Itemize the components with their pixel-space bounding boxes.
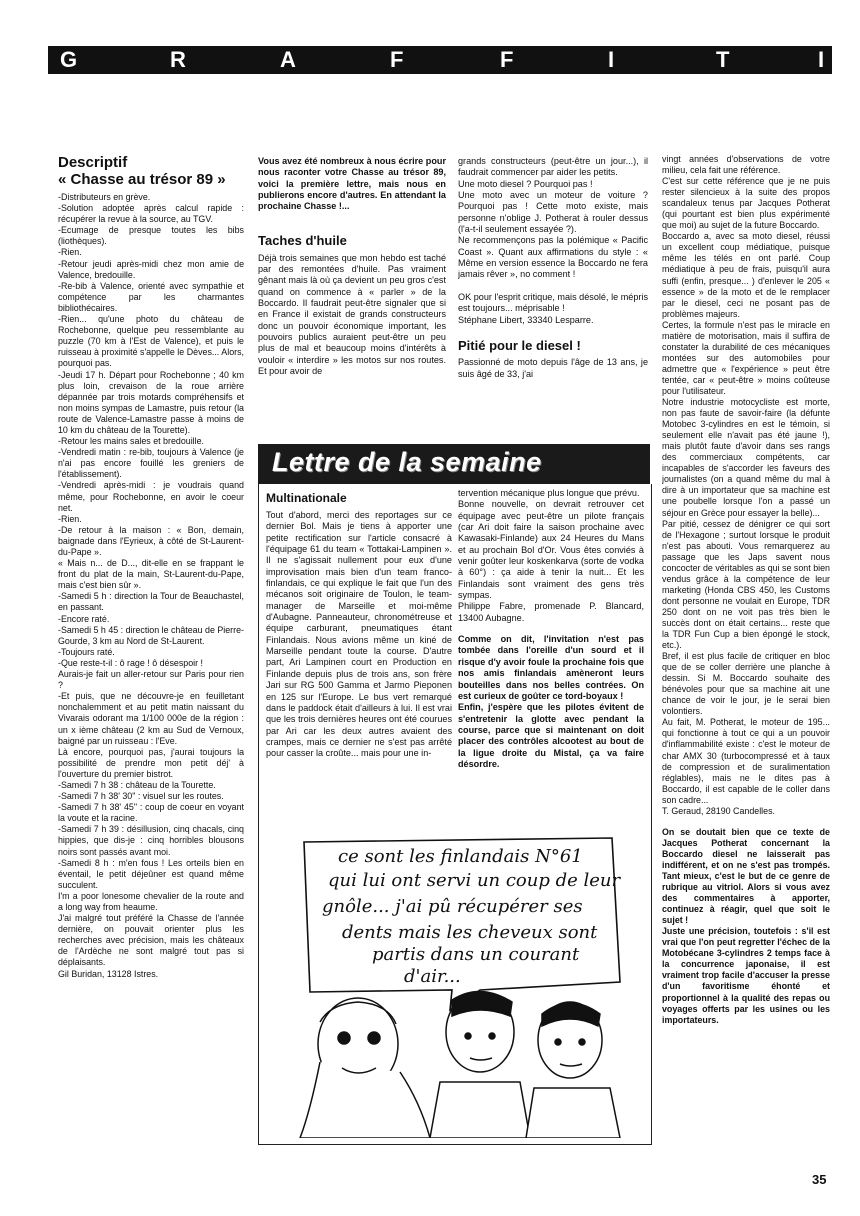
article-title: Taches d'huile [258, 232, 347, 248]
letter-title: Multinationale [266, 491, 347, 505]
article-body: Déjà trois semaines que mon hebdo est taché par des remontées d'huile. Pas vraiment gênant mais là où ça devient un peu gros c'est quand on commence à « parler » de la Boccardo. Il faudrait peut-être signaler que si en France il existait de grands constructeurs donc un pouvoir économique important, les pouvoirs publics auraient peut-être un peu plus de mal et beaucoup moins d'intérêts à vouloir « interdire » les motos sur nos routes. Et pour avoir de [258, 252, 446, 377]
article-pitie-diesel-continued [662, 154, 830, 1184]
banner-letter: G [60, 47, 78, 72]
cartoon-text: d'air... [404, 966, 461, 987]
page-number: 35 [812, 1172, 827, 1187]
article-body: vingt années d'observations de votre milieu, cela fait une référence. C'est sur cette référence que je ne puis rester silencieux à la suite des propos scandaleux tenus par Jacques Potherat (qui pourtant est bien plus expérimenté que moi) au sujet de la future Boccardo. Boccardo a, avec sa moto diesel, réussi un excellent coup médiatique, puisque même les télés en ont parlé. Coup médiatique à peu de frais, puisqu'il aura suffi (enfin, presque... ) d'enlever le 205 « essence » de la moto et de le remplacer par le diesel, ceci ne posant pas de problèmes majeurs. Certes, la formule n'est pas le miracle en matière de motorisation, mais il suffira de constater la durabilité de ces mécaniques montées sur des automobiles pour admettre que « l'expérience » peut être tentée, car « peut-être » moins coûteuse pour l'utilisateur. Notre industrie motocycliste est morte, non pas faute de savoir-faire (la défunte Motobec 3-cylindres en est le témoin, si seulement elle n'avait pas été jaune !), mais plutôt faute d'avoir dans ses rangs des commerciaux compétents, car incapables de s'accorder les faveurs des journalistes (on a quand même du mal à dire à un importateur que sa machine est une poubelle lorsque l'on a passé un séjour en Grèce pour essayer la belle)... Par pitié, cessez de dénigrer ce qui sort de l'Hexagone ; surtout lorsque le produit n'est pas abouti. Vous remarquerez au passage que les Japs savent nous concocter de véritables as qui se sont bien vendus grâce à la compétence de leur marketing (Honda CBS 450, les Customs dont personne ne voulait en Europe, TDR 250 dont on ne voit pas très bien le succès dont on était certains... reste que la TDR Fun Cup a bien épongé le stock, etc.). Bref, il est plus facile de critiquer en bloc que de se coller derrière une planche à dessin. Si M. Boccardo souhaite des bénévoles pour que sa machine ait une chance de voir le jour, je le serai bien volontiers. Au fait, M. Potherat, le moteur de 195... qui fonctionne à tout ce qui a un pouvoir d'inflammabilité existe : c'est le moteur de char AMX 30 (turbocompressé et à taux de compression et de suralimentation réglables), mais ne le dites pas à Boccardo, il est capable de le coller dans son cadre... T. Geraud, 28190 Candelles. [662, 154, 830, 816]
article-title: Pitié pour le diesel ! [458, 338, 581, 354]
article-body: grands constructeurs (peut-être un jour...), il faudrait commencer par aider les petits. Une moto diesel ? Pourquoi pas ! Une moto avec un moteur de voiture ? Pourquoi pas ! Cette moto existe, mais personne n'oblige J. Potherat à rouler dessus (l'a-t-il seulement essayée ?). Ne recommençons pas la polémique « Pacific Coast ». Quant aux affirmations du style : « Même en version essence la Boccardo ne fera jamais rêver », no comment ! OK pour l'esprit critique, mais désolé, le mépris est toujours... méprisable ! Stéphane Libert, 33340 Lesparre. [458, 156, 648, 325]
cartoon-text: ce sont les finlandais N°61 [338, 846, 583, 867]
editor-intro: Vous avez été nombreux à nous écrire pour nous raconter votre Chasse au trésor 89, voici la première lettre, mais nous en publierons encore d'autres. En attendant la prochaine Chasse !... [258, 156, 446, 212]
banner-letter: T [716, 47, 730, 72]
cartoon-text: partis dans un courant [372, 944, 580, 965]
letter-continuation [458, 488, 644, 828]
editor-reply: Comme on dit, l'invitation n'est pas tombée dans l'oreille d'un sourd et il risque d'y avoir foule la prochaine fois que nos amis finlandais amèneront leurs bouteilles dans nos belles contrées. On est curieux de goûter ce tord-boyaux ! Enfin, j'espère que les pilotes évitent de s'entretenir la glotte avec pendant la course, parce que si maintenant on doit placer des contrôles alcootest au bout de la ligue droite du Mistal, ça va faire désordre. [458, 634, 644, 769]
article-descriptif [58, 154, 244, 1189]
article-subtitle: « Chasse au trésor 89 » [58, 171, 226, 188]
article-body: -Distributeurs en grève. -Solution adoptée après calcul rapide : récupérer la revue à la source, au TGV. -Ecumage de presque toutes les bibs (liothèques). -Rien. -Retour jeudi après-midi chez mon amie de Valence, bredouille. -Re-bib à Valence, orienté avec sympathie et compétence par les charmantes bibliothécaires. -Rien... qu'une photo du château de Rochebonne, quelque peu ressemblante au puzzle (70 km à l'Est de Valence), et puis le ruisseau à proximité s'appelle le Dèves... Alors, pourquoi pas. -Jeudi 17 h. Départ pour Rochebonne ; 40 km plus loin, crevaison de la roue arrière dépannée par trois motards compréhensifs et non moins sympas de Lamastre, puis retour (la route de Valence-Lamastre passe à moins de 10 km du château de la Tourette). -Retour les mains sales et bredouille. -Vendredi matin : re-bib, toujours à Valence (je n'ai pas encore fouillé les greniers de l'établissement). -Vendredi après-midi : je voudrais quand même, pour Rochebonne, en avoir le coeur net. -Rien. -De retour à la maison : « Bon, demain, baignade dans l'Eyrieux, à côté de St-Laurent-du-Pape ». « Mais n... de D..., dit-elle en se frappant le front du plat de la main, St-Laurent-du-Pape, mais c'est bien sûr ». -Samedi 5 h : direction la Tour de Beauchastel, en passant. -Encore raté. -Samedi 5 h 45 : direction le château de Pierre-Gourde, 3 km au Nord de St-Laurent. -Toujours raté. -Que reste-t-il : ô rage ! ô désespoir ! Aurais-je fait un aller-retour sur Paris pour rien ? -Et puis, que ne découvre-je en feuilletant nonchalemment et au petit matin naissant du Vivarais odorant ma 1/100 000e de la région : un x ième château (2 km au Sud de Vernoux, baigné par un ruisseau : l'Eve. Là encore, pourquoi pas, j'aurai toujours la possibilité de prendre mon petit déj' à l'ouverture du premier bistrot. -Samedi 7 h 38 : château de la Tourette. -Samedi 7 h 38' 30" : visuel sur les routes. -Samedi 7 h 38' 45" : coup de coeur en voyant la voute et la racine. -Samedi 7 h 39 : désillusion, cinq chacals, cinq hippies, que dis-je : cinq horribles blousons noirs sont passés avant moi. -Samedi 8 h : m'en fous ! Les orteils bien en éventail, le petit déjeûner est quand même succulent. I'm a poor lonesome chevalier de la route and a long way from heaume. J'ai malgré tout préféré la Chasse de l'année dernière, on pouvait orienter plus les recherches avec précision, mais les châteaux de l'Ardèche ne sont malgré tout pas si déplaisants. Gil Buridan, 13128 Istres. [58, 192, 244, 979]
article-title: Descriptif [58, 154, 128, 171]
letter-body: tervention mécanique plus longue que prévu. Bonne nouvelle, on devrait retrouver cet équipage avec peut-être un pilote français (car Ari doit faire la saison prochaine avec Kawasaki-Finlande) aux 24 Heures du Mans et au prochain Bol d'Or. Vous êtes conviés à venir goûter leur koskenkarva (sorte de vodka à 60°) : ça aide à tenir la nuit... Et les Finlandais sont vraiment des gens très sympas. Philippe Fabre, promenade P. Blancard, 13400 Aubagne. [458, 488, 644, 623]
section-label: Lettre de la semaine [272, 447, 542, 477]
editor-reply: On se doutait bien que ce texte de Jacques Potherat concernant la Boccardo diesel ne laisserait pas indifférent, et on ne s'est pas trompés. Tant mieux, c'est le but de ce genre de rubrique au vitriol. Alors si vous avez des commentaires à apporter, continuez à réagir, quel que soit le sujet ! Juste une précision, toutefois : s'il est vrai que l'on peut regretter l'échec de la Motobécane 3-cylindres 2 temps face à la concurrence japonaise, il est vraiment trop facile d'accuser la presse d'un favoritisme éhonté et proportionnel à la qualité des repas ou voyages offerts par les usines ou les importateurs. [662, 826, 830, 1025]
banner-letter: A [280, 47, 296, 72]
banner-letter: R [170, 47, 186, 72]
cartoon-illustration [280, 832, 638, 1138]
banner-letter: I [608, 47, 615, 72]
article-body: Passionné de moto depuis l'âge de 13 ans, je suis âgé de 33, j'ai [458, 357, 648, 379]
banner-letter: I [818, 47, 825, 72]
banner-letter: F [390, 47, 404, 72]
letter-body: Tout d'abord, merci des reportages sur ce dernier Bol. Mais je tiens à apporter une petite rectification sur l'article consacré à l'équipage 61 du team « Tottakai-Lampinen ». Il ne s'agissait nullement pour eux d'une improvisation mais bien d'un team franco-finlandais, ce qui explique le fait que l'un des mécanos soit originaire de Toulon, le team-manager de Marseille et moi-même d'Aubagne. Panneauteur, chronométreuse et équipe carburant, pneumatiques étant Finlandais. Nous avions même un kiné de Marseille pendant toute la course. D'autre part, Ari Lampinen court en Production en Finlande depuis plus de trois ans, son frère Jari sur RG 500 Gamma et Jarmo Pieponen en 125 sur l'Europe. Le bus vert remarqué dans le paddock était d'ailleurs à lui. Il est vrai que les trois dernières heures ont été courues par Ari car les deux autres avaient des crampes, mais ce dernier ne s'est pas arrêté pour casser la croûte... mais pour une in- [266, 510, 452, 759]
cartoon-text: gnôle... j'ai pû récupérer ses [322, 896, 583, 917]
article-continuation [458, 156, 648, 436]
cartoon-text: dents mais les cheveux sont [342, 922, 598, 943]
article-taches-huile [258, 156, 446, 436]
graffiti-banner [48, 46, 832, 74]
letter-multinationale [266, 490, 452, 830]
banner-letter: F [500, 47, 514, 72]
lettre-de-la-semaine-header [258, 444, 650, 484]
cartoon-text: qui lui ont servi un coup de leur [328, 870, 621, 891]
